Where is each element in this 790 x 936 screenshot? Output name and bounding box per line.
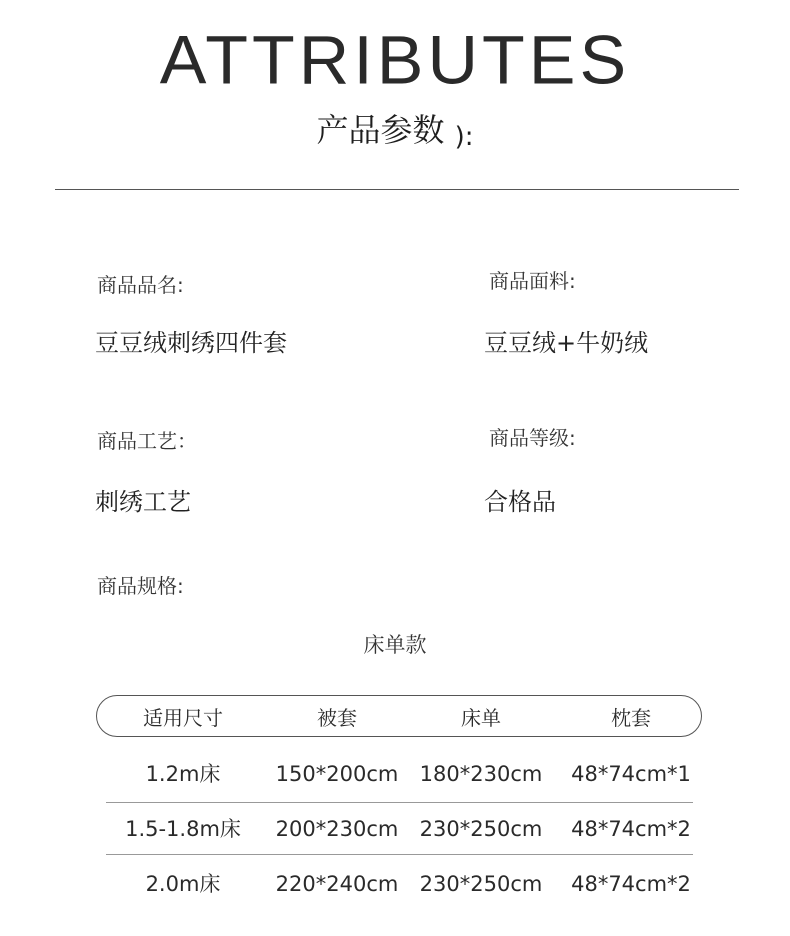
row2-sheet: 230*250cm: [419, 817, 543, 841]
page-title: ATTRIBUTES: [159, 21, 631, 99]
row3-duvet: 220*240cm: [275, 872, 399, 896]
row1-pillow: 48*74cm*1: [571, 762, 691, 786]
header-size: 适用尺寸: [143, 706, 223, 730]
row1-sheet: 180*230cm: [419, 762, 543, 786]
header-duvet-cover: 被套: [317, 706, 357, 730]
row3-size: 2.0m床: [145, 872, 221, 896]
subtitle-text: 产品参数: [316, 111, 445, 149]
row2-size: 1.5-1.8m床: [125, 817, 241, 841]
row3-pillow: 48*74cm*2: [571, 872, 691, 896]
row1-size: 1.2m床: [145, 762, 221, 786]
product-name-label: 商品品名:: [97, 273, 184, 297]
row-divider: [106, 802, 693, 803]
craft-value: 刺绣工艺: [95, 488, 191, 516]
material-label: 商品面料:: [489, 269, 576, 293]
header-divider: [55, 189, 739, 190]
row3-sheet: 230*250cm: [419, 872, 543, 896]
row1-duvet: 150*200cm: [275, 762, 399, 786]
row2-pillow: 48*74cm*2: [571, 817, 691, 841]
page-subtitle: [0, 110, 790, 157]
craft-label: 商品工艺：: [97, 429, 197, 453]
spec-label: 商品规格:: [97, 574, 184, 598]
material-value: 豆豆绒+牛奶绒: [484, 329, 649, 357]
header-pillowcase: 枕套: [611, 706, 651, 730]
header-bed-sheet: 床单: [461, 706, 501, 730]
product-name-value: 豆豆绒刺绣四件套: [95, 329, 287, 357]
table-caption: 床单款: [363, 633, 427, 657]
grade-label: 商品等级:: [489, 426, 576, 450]
grade-value: 合格品: [484, 488, 556, 516]
row2-duvet: 200*230cm: [275, 817, 399, 841]
subtitle-suffix: ):: [454, 122, 474, 152]
row-divider: [106, 854, 693, 855]
